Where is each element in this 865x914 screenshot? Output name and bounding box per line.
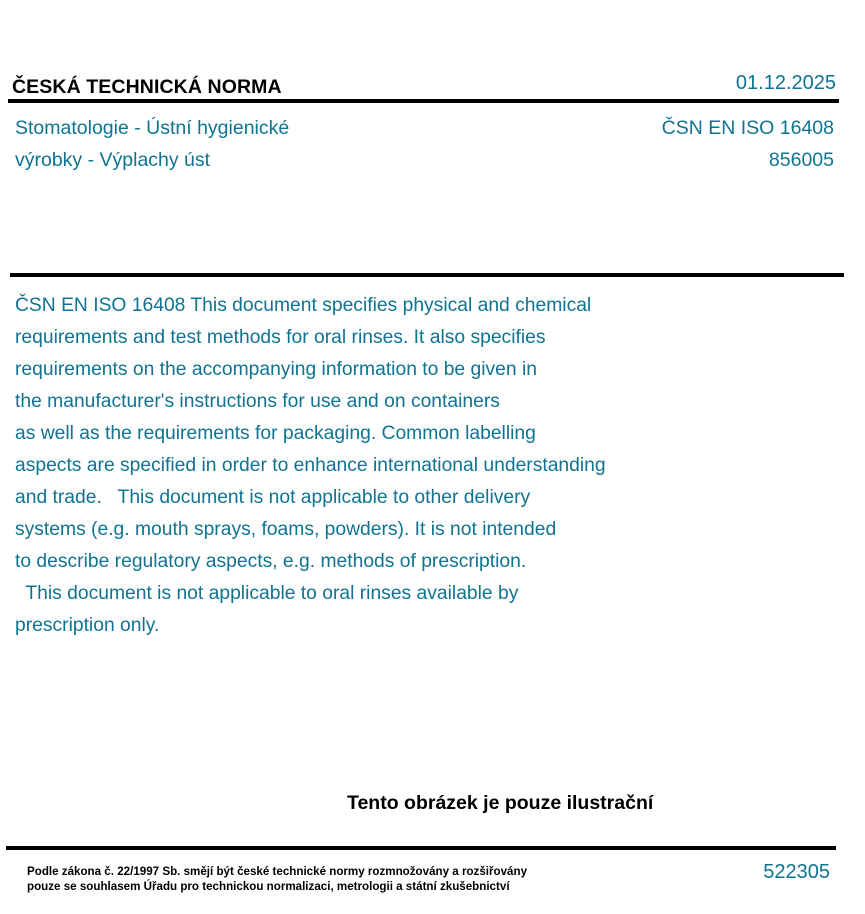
publication-date: 01.12.2025 xyxy=(735,72,836,94)
abstract-line: systems (e.g. mouth sprays, foams, powders). It is not intended xyxy=(15,519,557,540)
classification-code: 856005 xyxy=(768,149,834,171)
abstract-line: to describe regulatory aspects, e.g. methods of prescription. xyxy=(15,551,527,572)
abstract-line: the manufacturer's instructions for use and on containers xyxy=(15,391,500,412)
abstract-line: aspects are specified in order to enhance international understanding xyxy=(15,455,606,476)
abstract-line: as well as the requirements for packaging. Common labelling xyxy=(15,423,536,444)
bottom-divider xyxy=(6,846,836,850)
document-type-heading: ČESKÁ TECHNICKÁ NORMA xyxy=(12,76,282,98)
abstract-line: and trade. This document is not applicable to other delivery xyxy=(15,487,531,508)
illustrative-notice: Tento obrázek je pouze ilustrační xyxy=(347,792,654,814)
abstract-text xyxy=(15,290,705,642)
middle-divider xyxy=(10,273,844,277)
abstract-line: requirements on the accompanying information to be given in xyxy=(15,359,537,380)
legal-notice-line: Podle zákona č. 22/1997 Sb. smějí být české technické normy rozmnožovány a rozšiřovány xyxy=(27,865,528,878)
abstract-line: prescription only. xyxy=(15,615,160,636)
abstract-line: requirements and test methods for oral rinses. It also specifies xyxy=(15,327,546,348)
abstract-line: This document is not applicable to oral rinses available by xyxy=(15,583,519,604)
legal-notice xyxy=(27,864,527,894)
standard-title-line-1: Stomatologie - Ústní hygienické xyxy=(15,117,290,139)
standard-title-line-2: výrobky - Výplachy úst xyxy=(15,149,211,171)
standard-designation: ČSN EN ISO 16408 xyxy=(661,117,834,139)
abstract-line: ČSN EN ISO 16408 This document specifies physical and chemical xyxy=(15,295,592,316)
legal-notice-line: pouze se souhlasem Úřadu pro technickou normalizaci, metrologii a státní zkušebnictví xyxy=(27,880,510,893)
catalog-number: 522305 xyxy=(763,861,830,883)
top-divider xyxy=(8,99,839,103)
